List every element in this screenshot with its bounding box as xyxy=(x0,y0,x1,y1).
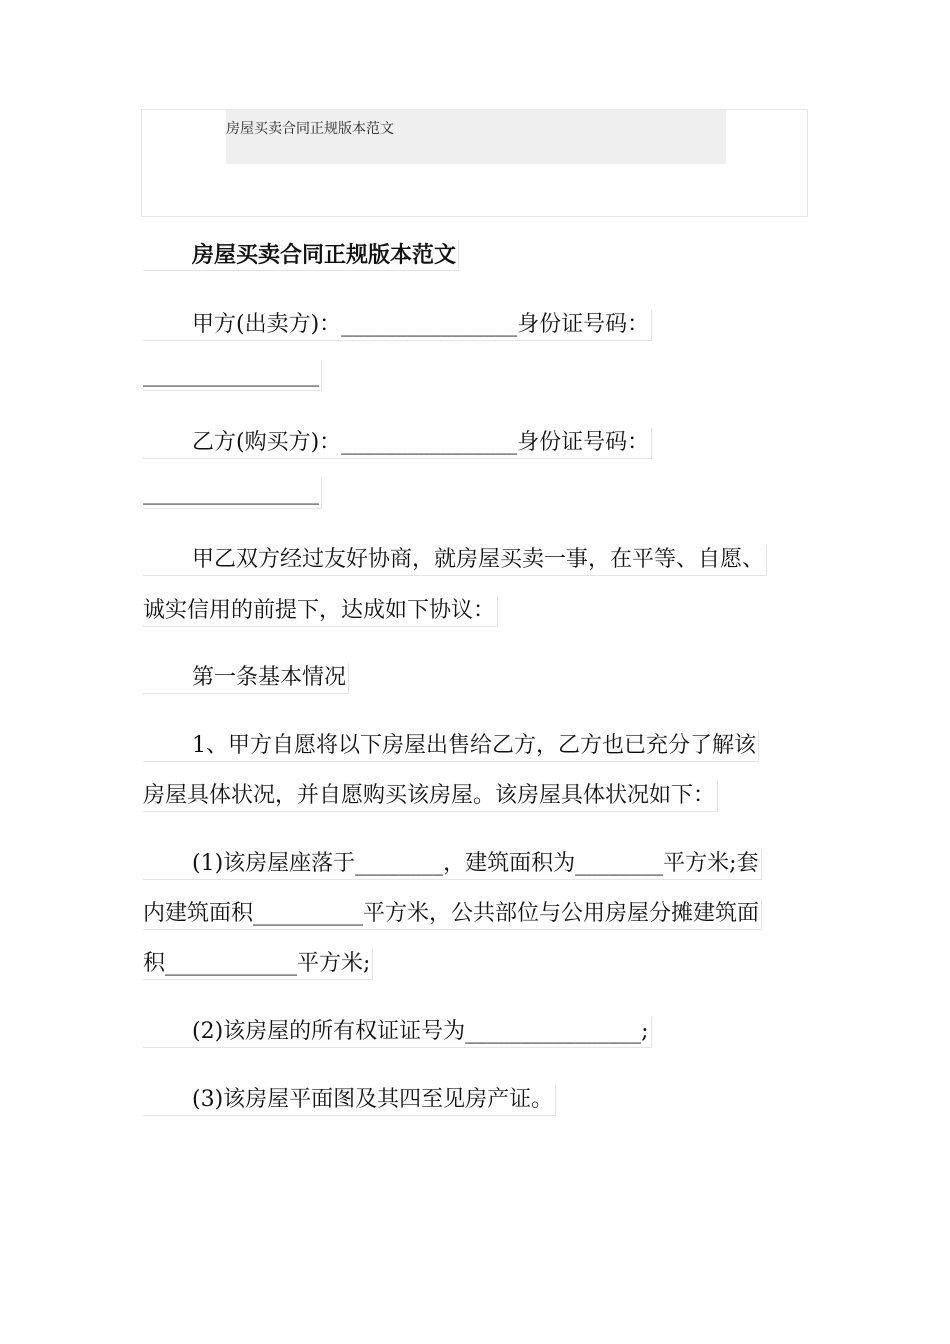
header-title: 房屋买卖合同正规版本范文 xyxy=(226,121,394,137)
clause-1-line-1: 1、甲方自愿将以下房屋出售给乙方，乙方也已充分了解该 xyxy=(143,731,759,762)
party-b-id-blank: ________________ xyxy=(143,478,322,509)
party-a-id-blank: ________________ xyxy=(143,360,322,391)
item-1-line-2: 内建筑面积__________平方米，公共部位与公用房屋分摊建筑面 xyxy=(143,899,762,930)
preamble-line-2: 诚实信用的前提下，达成如下协议： xyxy=(143,596,498,627)
article-1-heading: 第一条基本情况 xyxy=(143,663,349,694)
item-2-line: (2)该房屋的所有权证证号为________________; xyxy=(143,1017,652,1048)
header-band xyxy=(226,110,726,164)
item-1-line-1: (1)该房屋座落于________，建筑面积为________平方米;套 xyxy=(143,849,762,880)
document-title: 房屋买卖合同正规版本范文 xyxy=(143,240,459,271)
party-b-line: 乙方(购买方)：________________身份证号码： xyxy=(143,428,652,459)
page-header-box xyxy=(141,109,808,217)
party-a-line: 甲方(出卖方)：________________身份证号码： xyxy=(143,310,652,341)
clause-1-line-2: 房屋具体状况，并自愿购买该房屋。该房屋具体状况如下： xyxy=(143,781,718,812)
item-1-line-3: 积____________平方米; xyxy=(143,949,373,980)
item-3-line: (3)该房屋平面图及其四至见房产证。 xyxy=(143,1085,556,1116)
preamble-line-1: 甲乙双方经过友好协商，就房屋买卖一事，在平等、自愿、 xyxy=(143,545,767,576)
